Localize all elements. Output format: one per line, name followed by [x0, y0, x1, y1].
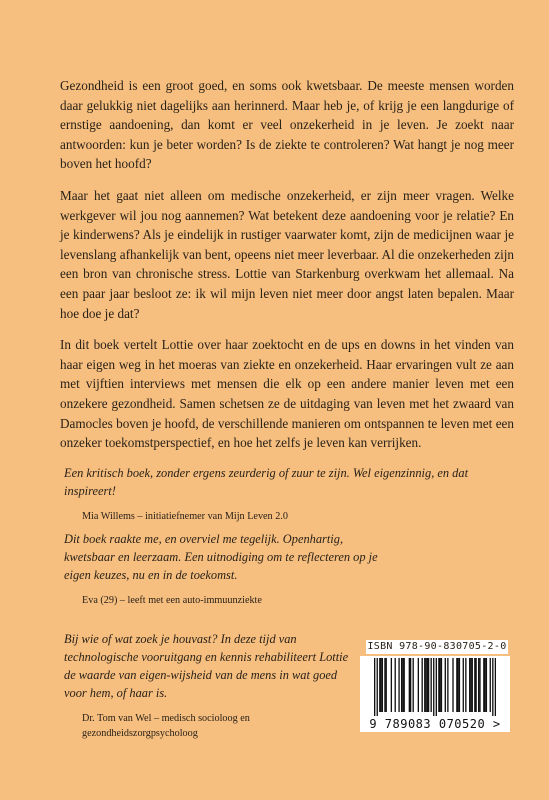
barcode-bar: [413, 658, 414, 712]
isbn-barcode: [360, 640, 510, 732]
barcode-bar: [457, 658, 458, 712]
barcode-bar: [436, 658, 437, 716]
barcode-bar: [484, 658, 485, 712]
barcode-bar: [433, 658, 434, 716]
barcode-bar: [469, 658, 470, 712]
barcode-bar: [395, 658, 396, 712]
barcode-bar: [410, 658, 411, 712]
barcode-bars: [374, 658, 496, 716]
barcode-bar: [490, 658, 491, 712]
barcode-bar: [431, 658, 432, 712]
isbn-label: ISBN 978-90-830705-2-0: [367, 641, 507, 652]
barcode-bar: [428, 658, 429, 712]
barcode-bar: [492, 658, 493, 716]
barcode-bar: [374, 658, 375, 716]
blurb-text: [60, 76, 514, 465]
blurb-paragraph-2: Maar het gaat niet alleen om medische onzekerheid, er zijn meer vragen. Welke werkgever wil jou nog aannemen? Wat betekent deze aandoening voor je relatie? En je kinderwens? Als je eindelijk in rustiger vaarwater komt, zijn de medicijnen waar je levenslang afhankelijk van bent, opeens niet meer leverbaar. Al die onzekerheden zijn een bron van chronische stress. Lottie van Starkenburg overkwam het allemaal. Na een paar jaar besloot ze: ik wil mijn leven niet meer door angst laten bepalen. Maar hoe doe je dat?: [60, 187, 514, 321]
barcode-bar: [391, 658, 392, 712]
barcode-bar: [479, 658, 480, 712]
barcode-bar: [422, 658, 423, 712]
barcode-bar: [380, 658, 381, 712]
barcode-bar: [438, 658, 439, 712]
barcode-bar: [447, 658, 448, 712]
barcode-bar: [404, 658, 405, 712]
barcode-bar: [445, 658, 446, 712]
barcode-bar: [379, 658, 380, 712]
review-quote-1: [64, 464, 504, 524]
barcode-bar: [418, 658, 419, 712]
barcode-bar: [402, 658, 403, 712]
barcode-bar: [382, 658, 383, 712]
barcode-bar: [452, 658, 453, 712]
barcode-bar: [475, 658, 476, 712]
barcode-bar: [459, 658, 460, 712]
barcode-bar: [427, 658, 428, 712]
barcode-bar: [377, 658, 378, 716]
blurb-paragraph-3: In dit boek vertelt Lottie over haar zoektocht en de ups en downs in het vinden van haar eigen weg in het moeras van ziekte en onzekerheid. Haar ervaringen vult ze aan met vijftien interviews met mensen die elk op een andere manier leven met een onzekere gezondheid. Samen schetsen ze de uitdaging van leven met het zwaard van Damocles boven je hoofd, de verschillende manieren om ontspannen te leven met een onzeker toekomstperspectief, en hoe het zelfs je leven kan verrijken.: [60, 337, 514, 451]
barcode-bar: [470, 658, 471, 712]
barcode-bar: [386, 658, 387, 712]
barcode-digits: 9 789083 070520 >: [369, 717, 501, 731]
barcode-bar: [465, 658, 466, 712]
quote-text: Bij wie of wat zoek je houvast? In deze tijd van technologische vooruitgang en kennis rehabiliteert Lottie de waarde van eigen-wijsheid van de mens in wat goed voor hem, of haar is.: [64, 632, 349, 700]
barcode-box: [360, 656, 510, 732]
barcode-bar: [483, 658, 484, 712]
barcode-bar: [495, 658, 496, 716]
barcode-bar: [424, 658, 425, 712]
quote-attribution: Eva (29) – leeft met een auto-immuunziekte: [82, 595, 262, 606]
quote-attribution: Mia Willems – initiatiefnemer van Mijn Leven 2.0: [82, 511, 288, 522]
quote-text: Een kritisch boek, zonder ergens zeurderig of zuur te zijn. Wel eigenzinnig, en dat inspireert!: [64, 466, 469, 498]
barcode-bar: [486, 658, 487, 712]
quote-attribution: Dr. Tom van Wel – medisch socioloog en gezondheidszorgpsycholoog: [82, 713, 250, 739]
barcode-bar: [463, 658, 464, 712]
barcode-bar: [384, 658, 385, 712]
blurb-paragraph-1: Gezondheid is een groot goed, en soms ook kwetsbaar. De meeste mensen worden daar gelukkig niet dagelijks aan herinnerd. Maar heb je, of krijg je een langdurige of ernstige aandoening, dan komt er veel onzekerheid in je leven. Je zoekt naar antwoorden: kun je beter worden? Is de ziekte te controleren? Wat hangt je nog meer boven het hoofd?: [60, 78, 514, 172]
barcode-bar: [472, 658, 473, 712]
quote-text: Dit boek raakte me, en overviel me tegelijk. Openhartig, kwetsbaar en leerzaam. Een uitnodiging om te reflecteren op je eigen keuzes, nu en in de toekomst.: [64, 532, 378, 582]
barcode-bar: [456, 658, 457, 712]
barcode-bar: [425, 658, 426, 712]
barcode-bar: [441, 658, 442, 712]
barcode-bar: [409, 658, 410, 712]
barcode-bar: [478, 658, 479, 712]
barcode-bar: [398, 658, 399, 712]
barcode-bar: [401, 658, 402, 712]
barcode-bar: [439, 658, 440, 712]
review-quote-3: [64, 630, 354, 741]
review-quote-2: [64, 530, 394, 608]
barcode-bar: [474, 658, 475, 712]
